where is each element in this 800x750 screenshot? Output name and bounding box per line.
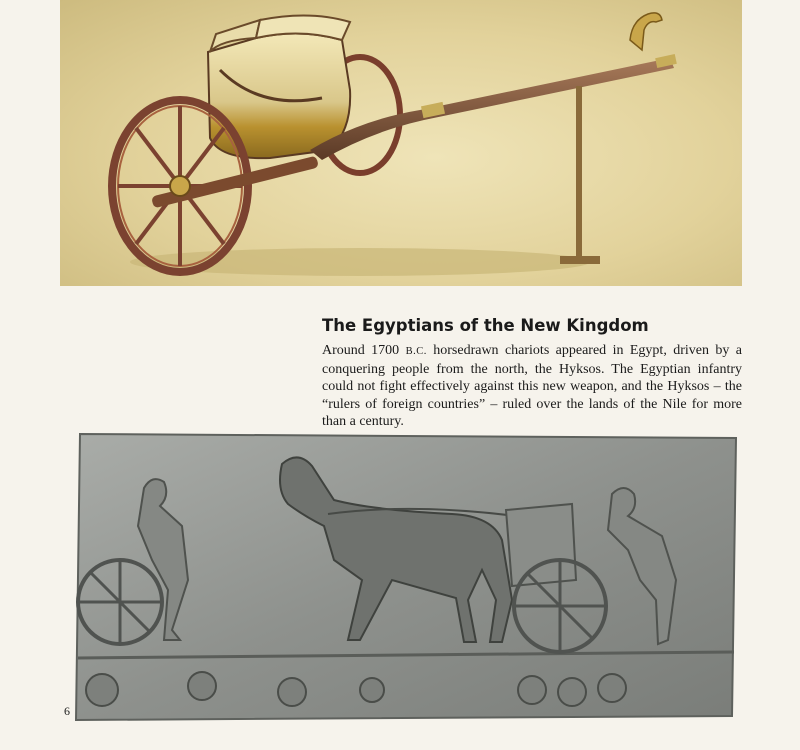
body-paragraph <box>322 342 742 431</box>
paragraph-intro: Around 1700 <box>322 343 406 358</box>
era-abbreviation: B.C. <box>405 346 427 357</box>
chariot-illustration <box>60 0 742 286</box>
page-heading: The Egyptians of the New Kingdom <box>322 316 649 335</box>
page-number: 6 <box>64 704 70 718</box>
chariot-model-photo <box>60 0 742 286</box>
stone-relief-chariot-photo <box>72 430 744 724</box>
relief-illustration <box>72 430 744 724</box>
paragraph-rest: horsedrawn chariots appeared in Egypt, driven by a conquering people from the north, the Hyksos. The Egyptian infantry could not fight effectively against this new weapon, and the Hyksos – the “rulers of foreign countries” – ruled over the lands of the Nile for more than a century. <box>322 343 742 429</box>
